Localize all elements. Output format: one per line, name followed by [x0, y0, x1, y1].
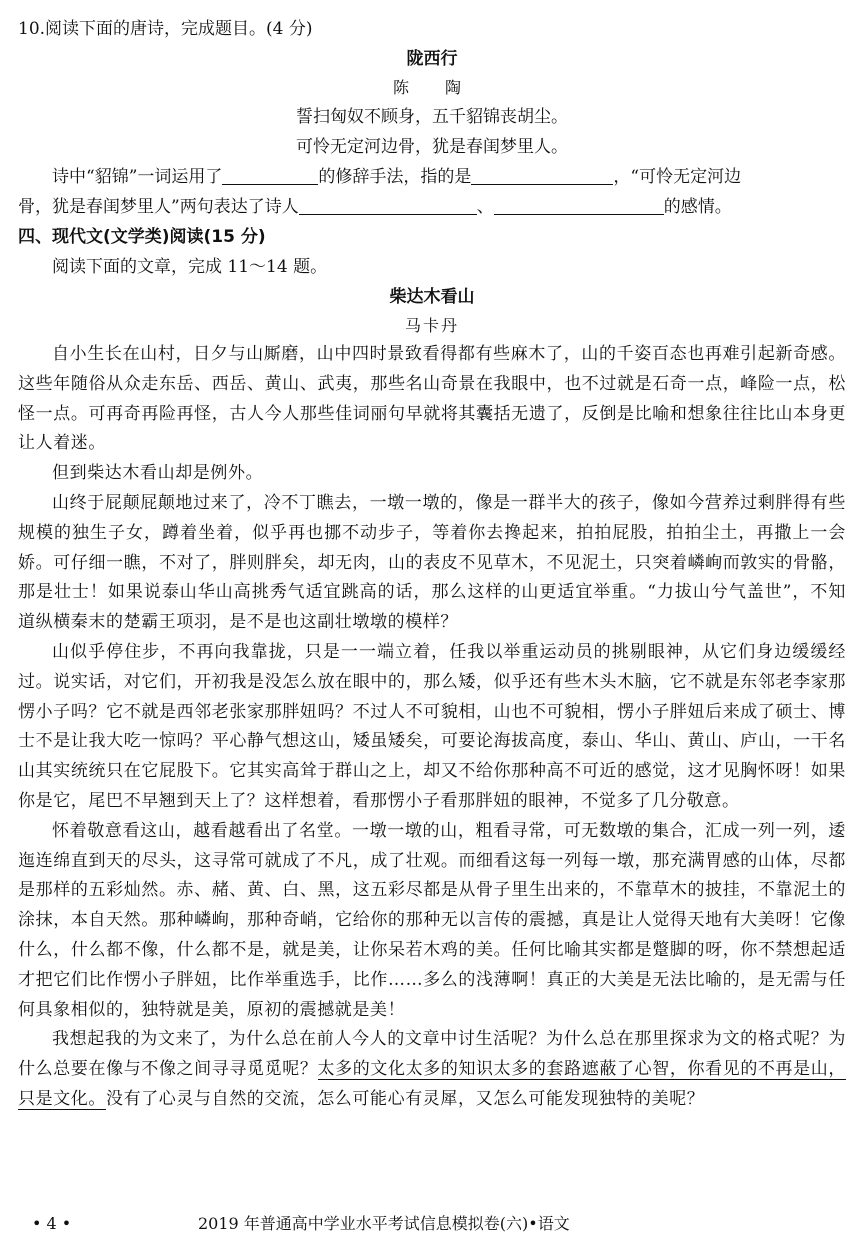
question-10-prompt-line-1: [18, 162, 846, 192]
footer-title: 2019 年普通高中学业水平考试信息模拟卷(六)•语文: [198, 1214, 570, 1233]
section-4-instruction: 阅读下面的文章，完成 11～14 题。: [52, 257, 328, 277]
paragraph-text: 我想起我的为文来了，为什么总在前人今人的文章中讨生活呢？为什么总在那里探求为文的格式呢？为什么总要在像与不像之间寻寻觅觅呢？: [18, 1029, 846, 1080]
article-paragraph-6: [18, 1025, 846, 1114]
article-paragraph-2: 但到柴达木看山却是例外。: [52, 463, 264, 484]
article-author: 马卡丹: [404, 316, 459, 335]
exam-page: [18, 14, 846, 1115]
question-text: 诗中“貂锦”一词运用了: [52, 167, 223, 187]
question-text: 的修辞手法，指的是: [318, 167, 472, 187]
answer-blank-meaning[interactable]: [471, 166, 613, 185]
article-paragraph-4: 山似乎停住步，不再向我靠拢，只是一一端立着，任我以举重运动员的挑剔眼神，从它们身边缓缓经过。说实话，对它们，开初我是没怎么放在眼中的，那么矮，似乎还有些木头木脑，它不就是东邻老李家那愣小子吗？它不就是西邻老张家那胖妞吗？不过人不可貌相，山也不可貌相，愣小子胖妞后来成了硕士、博士不是让我大吃一惊吗？平心静气想这山，矮虽矮矣，可要论海拔高度，泰山、华山、黄山、庐山，一干名山其实统统只在它屁股下。它其实高耸于群山之上，却又不给你那种高不可近的感觉，这才见胸怀呀！如果你是它，尾巴不早翘到天上了？这样想着，看那愣小子看那胖妞的眼神，不觉多了几分敬意。: [18, 641, 846, 811]
poem-line-1: 誓扫匈奴不顾身，五千貂锦丧胡尘。: [296, 107, 568, 127]
question-text: 骨，犹是春闺梦里人”两句表达了诗人: [18, 197, 299, 217]
article-paragraph-3: 山终于屁颠屁颠地过来了，冷不丁瞧去，一墩一墩的，像是一群半大的孩子，像如今营养过剩胖得有些规模的独生子女，蹲着坐着，似乎再也挪不动步子，等着你去搀起来，拍拍屁股，拍拍尘土，再撒上一会娇。可仔细一瞧，不对了，胖则胖矣，却无肉，山的表皮不见草木，不见泥土，只突着嶙峋而敦实的骨骼，那是壮士！如果说泰山华山高挑秀气适宜跳高的话，那么这样的山更适宜举重。“力拔山兮气盖世”，不知道纵横秦末的楚霸王项羽，是不是也这副壮墩墩的模样？: [18, 492, 846, 633]
page-number: • 4 •: [32, 1214, 72, 1233]
poem-author: 陈 陶: [392, 78, 471, 97]
answer-blank-emotion-2[interactable]: [494, 196, 664, 215]
article-paragraph-1: 自小生长在山村，日夕与山厮磨，山中四时景致看得都有些麻木了，山的千姿百态也再难引起新奇感。这些年随俗从众走东岳、西岳、黄山、武夷，那些名山奇景在我眼中，也不过就是石奇一点，峰险一点，松怪一点。可再奇再险再怪，古人今人那些佳词丽句早就将其囊括无遗了，反倒是比喻和想象往往比山本身更让人着迷。: [18, 344, 846, 454]
poem-title: 陇西行: [406, 49, 458, 69]
answer-blank-rhetoric[interactable]: [222, 166, 318, 185]
poem-line-2: 可怜无定河边骨，犹是春闺梦里人。: [296, 137, 568, 157]
question-text: 、: [476, 197, 494, 217]
article-title: 柴达木看山: [389, 287, 475, 307]
section-4-heading: 四、现代文(文学类)阅读(15 分): [18, 227, 266, 247]
answer-blank-emotion-1[interactable]: [299, 196, 477, 215]
question-10-prompt-line-2: [18, 192, 846, 222]
question-text: 的感情。: [663, 197, 732, 217]
underlined-sentence: 太多的文化太多的知识太多的套路遮蔽了心智，你看见的不再是山，只是文化。: [18, 1059, 847, 1109]
question-10-heading: 10.阅读下面的唐诗，完成题目。(4 分): [18, 19, 313, 39]
article-paragraph-5: 怀着敬意看这山，越看越看出了名堂。一墩一墩的山，粗看寻常，可无数墩的集合，汇成一列一列，逶迤连绵直到天的尽头，这寻常可就成了不凡，成了壮观。而细看这每一列每一墩，那充满胃感的山体，尽都是那样的五彩灿然。赤、赭、黄、白、黑，这五彩尽都是从骨子里生出来的，不靠草木的披挂，不靠泥土的涂抹，本自天然。那种嶙峋，那种奇峭，它给你的那种无以言传的震撼，真是让人觉得天地有大美呀！它像什么，什么都不像，什么都不是，就是美，让你呆若木鸡的美。任何比喻其实都是蹩脚的呀，你不禁想起适才把它们比作愣小子胖妞，比作举重选手，比作……多么的浅薄啊！真正的大美是无法比喻的，是无需与任何具象相似的，独特就是美，原初的震撼就是美！: [18, 820, 846, 1020]
question-text: ，“可怜无定河边: [613, 167, 742, 187]
paragraph-text: 没有了心灵与自然的交流，怎么可能心有灵犀，又怎么可能发现独特的美呢？: [106, 1088, 705, 1109]
